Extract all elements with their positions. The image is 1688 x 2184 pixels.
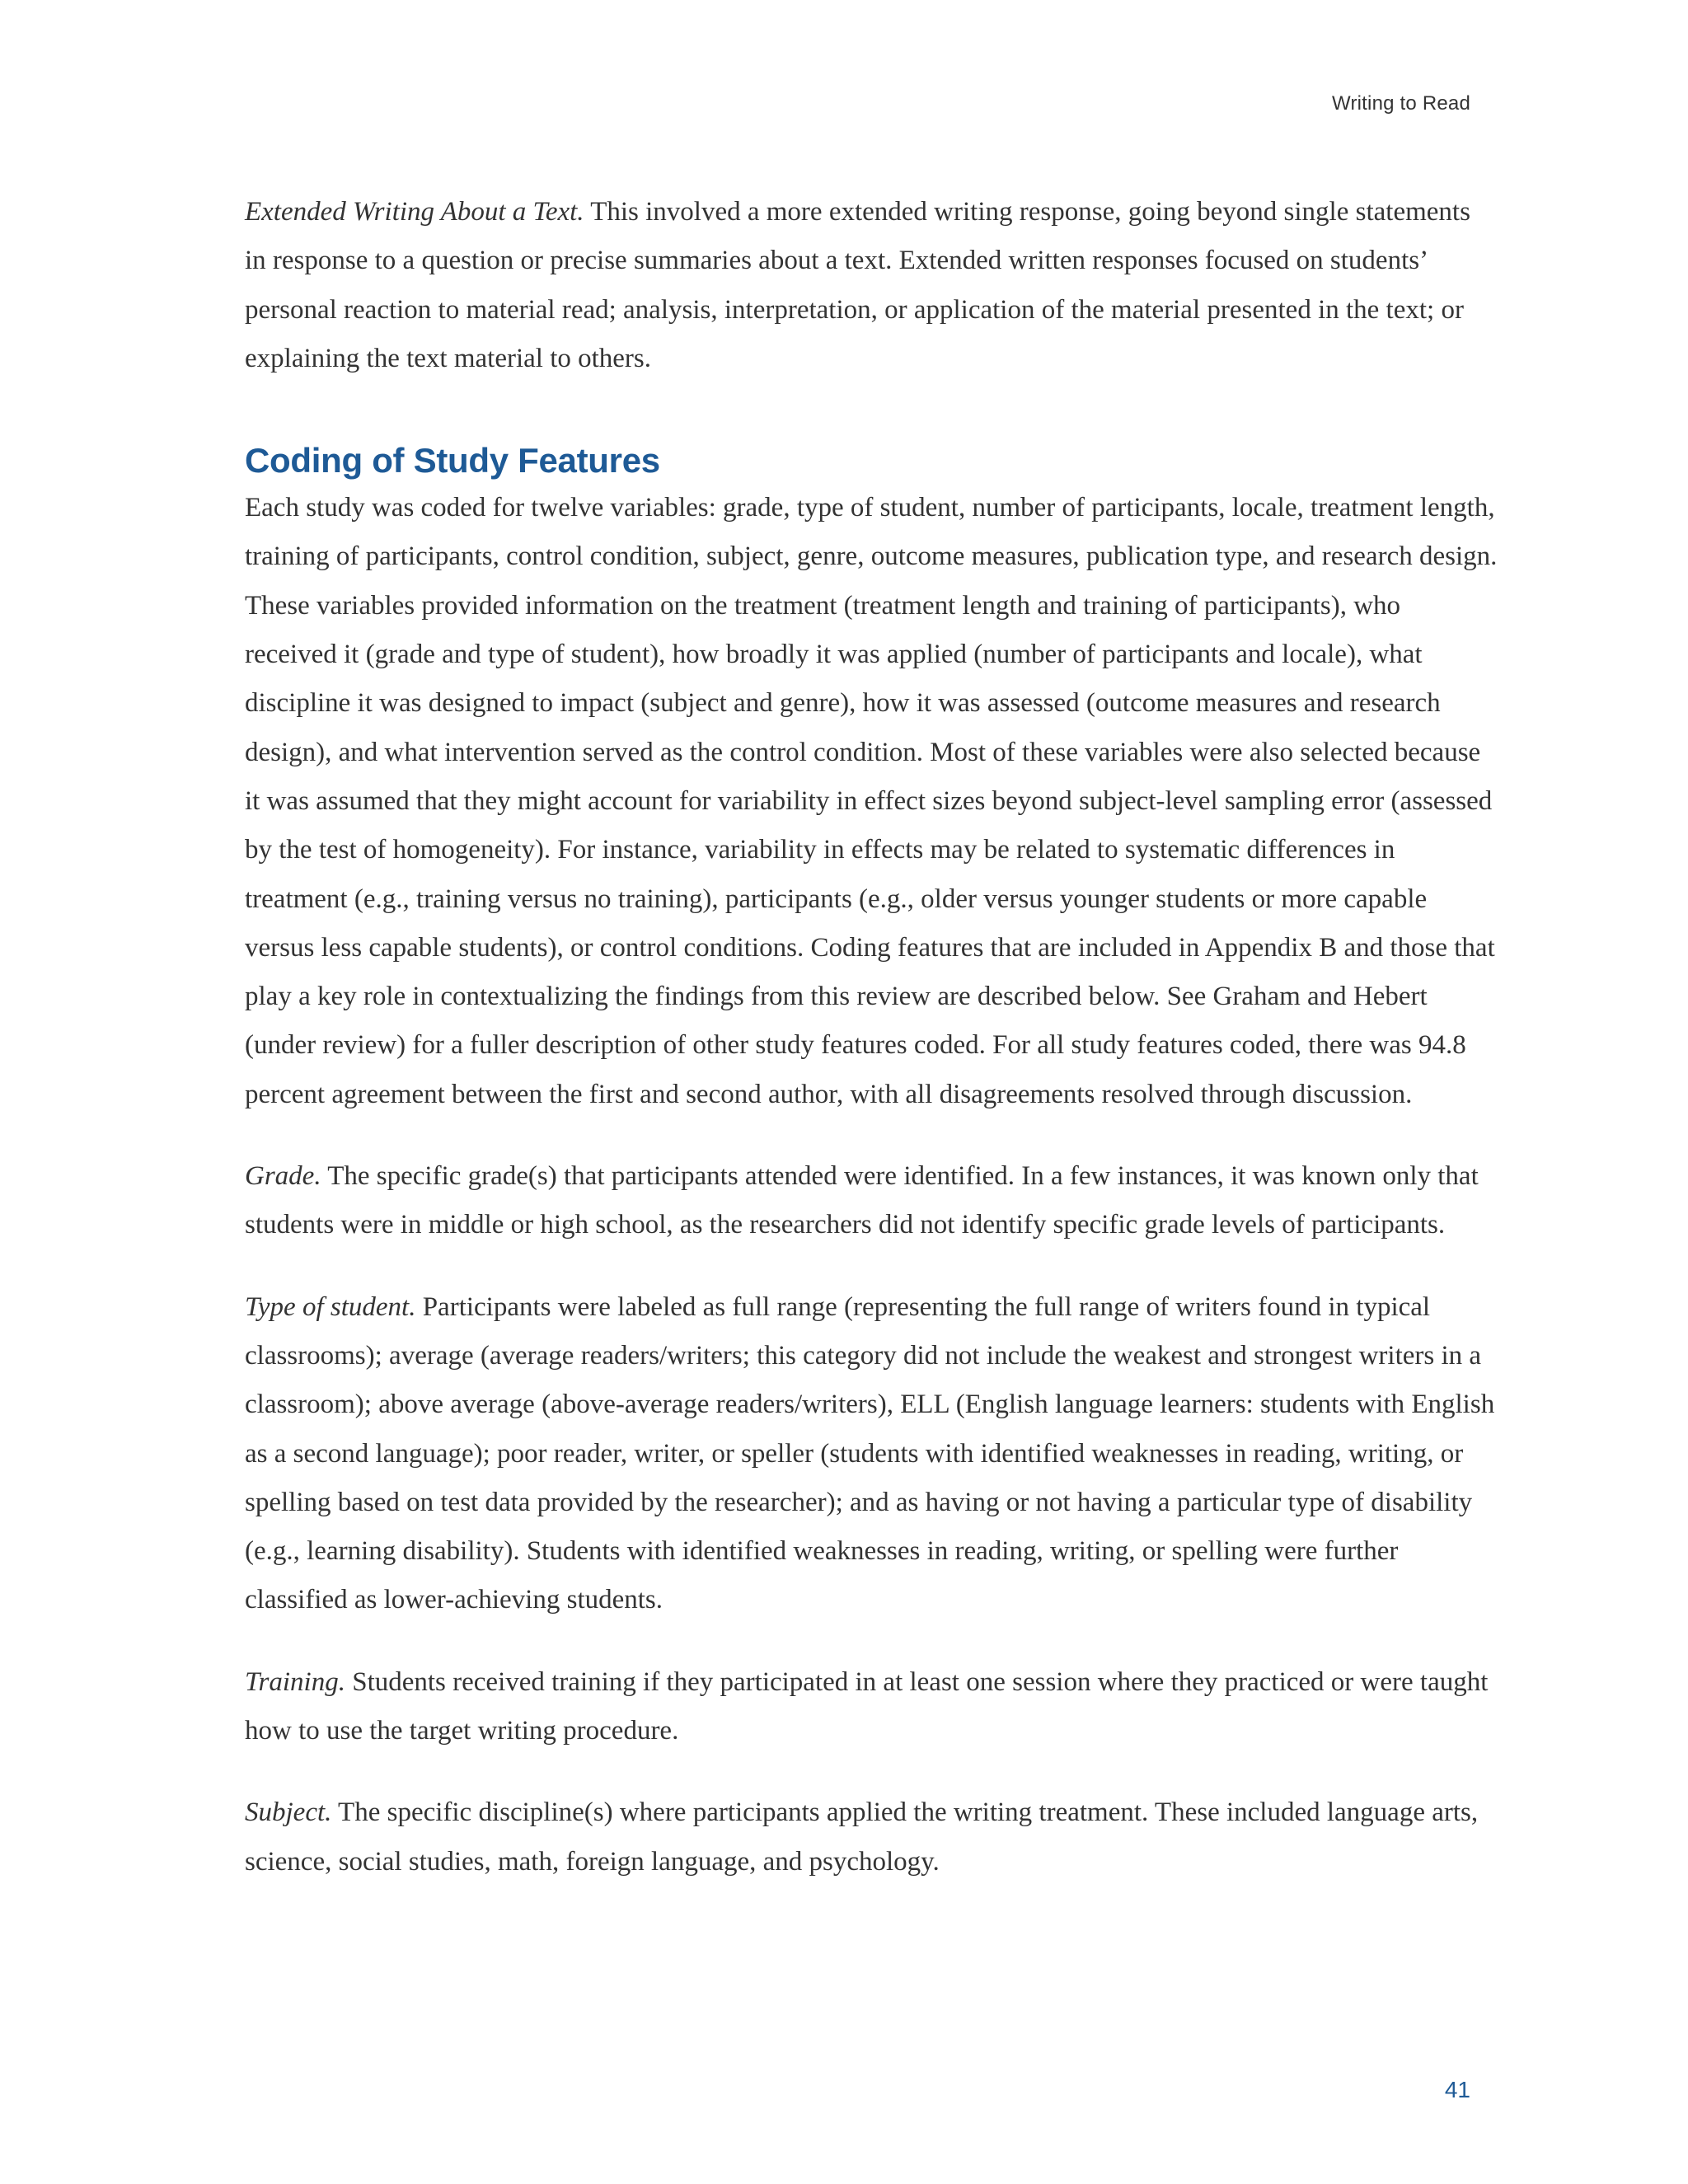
lead-training: Training. xyxy=(245,1666,345,1697)
page-number: 41 xyxy=(1444,2077,1470,2102)
section-heading: Coding of Study Features xyxy=(245,441,660,480)
paragraph-grade xyxy=(245,1152,1498,1250)
text-extended-writing: This involved a more extended writing response, going beyond single statements in response to a question or precise summaries about a text. Extended written responses focused on students’ personal reaction to material read; analysis, interpretation, or application of the material presented in the text; or explaining the text material to others. xyxy=(245,197,1470,373)
paragraph-training xyxy=(245,1658,1498,1756)
text-grade: The specific grade(s) that participants attended were identified. In a few instances, it was known only that students were in middle or high school, as the researchers did not identify specific grade levels of participants. xyxy=(245,1161,1479,1240)
paragraph-subject xyxy=(245,1788,1498,1886)
text-subject: The specific discipline(s) where participants applied the writing treatment. These included language arts, science, social studies, math, foreign language, and psychology. xyxy=(245,1797,1479,1877)
paragraph-type-of-student xyxy=(245,1283,1498,1625)
paragraph-extended-writing xyxy=(245,188,1498,383)
lead-extended-writing: Extended Writing About a Text. xyxy=(245,197,584,227)
lead-grade: Grade. xyxy=(245,1161,321,1192)
lead-type-of-student: Type of student. xyxy=(245,1291,416,1322)
paragraph-coding-intro: Each study was coded for twelve variables: grade, type of student, number of participants, locale, treatment length, training of participants, control condition, subject, genre, outcome measures, publication type, and research design. These variables provided information on the treatment (treatment length and training of participants), who received it (grade and type of student), how broadly it was applied (number of participants and locale), what discipline it was designed to impact (subject and genre), how it was assessed (outcome measures and research design), and what intervention served as the control condition. Most of these variables were also selected because it was assumed that they might account for variability in effect sizes beyond subject-level sampling error (assessed by the test of homogeneity). For instance, variability in effects may be related to systematic differences in treatment (e.g., training versus no training), participants (e.g., older versus younger students or more capable versus less capable students), or control conditions. Coding features that are included in Appendix B and those that play a key role in contextualizing the findings from this review are described below. See Graham and Hebert (under review) for a fuller description of other study features coded. For all study features coded, there was 94.8 percent agreement between the first and second author, with all disagreements resolved through discussion. xyxy=(245,493,1498,1109)
running-head: Writing to Read xyxy=(1332,92,1470,115)
text-training: Students received training if they participated in at least one session where they practiced or were taught how to use the target writing procedure. xyxy=(245,1666,1489,1746)
lead-subject: Subject. xyxy=(245,1797,332,1828)
text-type-of-student: Participants were labeled as full range (representing the full range of writers found in typical classrooms); average (average readers/writers; this category did not include the weakest and strongest writers in a classroom); above average (above-average readers/writers), ELL (English language learners: students with English as a second language); poor reader, writer, or speller (students with identified weaknesses in reading, writing, or spelling based on test data provided by the researcher); and as having or not having a particular type of disability (e.g., learning disability). Students with identified weaknesses in reading, writing, or spelling were further classified as lower-achieving students. xyxy=(245,1291,1495,1615)
page-content xyxy=(245,188,1498,1886)
